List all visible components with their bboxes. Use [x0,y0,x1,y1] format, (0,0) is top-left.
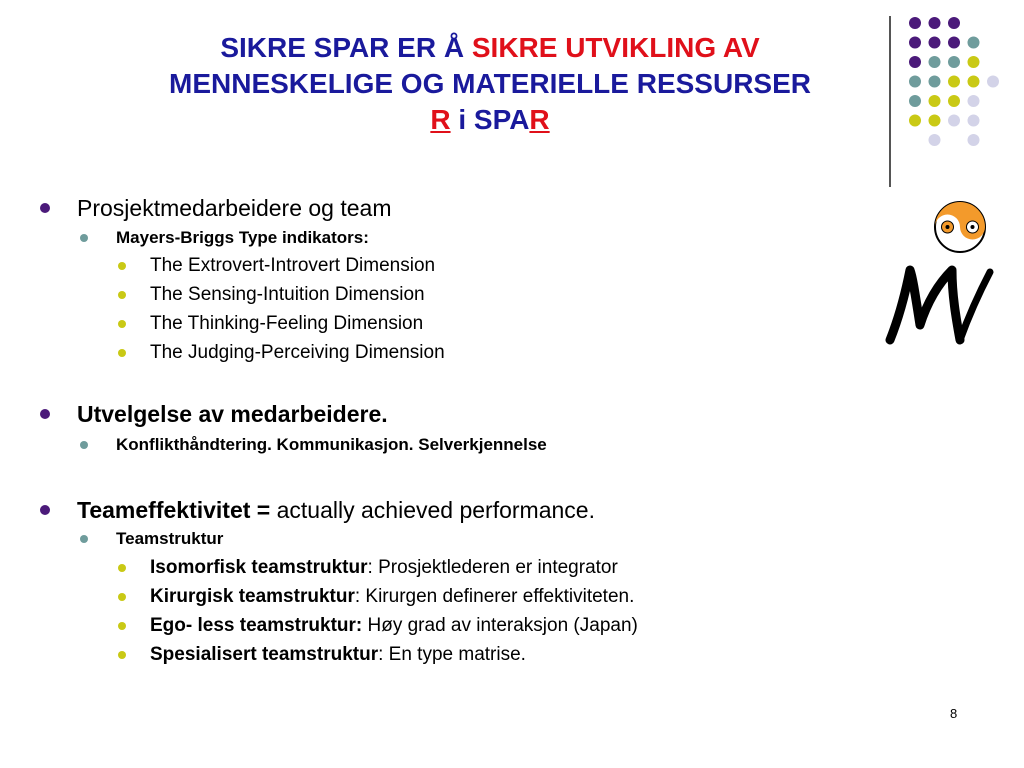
title-r-second: R [529,104,550,135]
bullet-dot [80,234,88,242]
item-rest: : En type matrise. [378,644,526,665]
title-r-first: R [430,104,451,135]
bullet-dot [118,622,126,630]
bullet-dot [118,320,126,328]
section-heading: Prosjektmedarbeidere og team [77,195,392,221]
bullet-dot [118,564,126,572]
list-item-text: The Sensing-Intuition Dimension [150,284,425,305]
bullet-dot [80,441,88,449]
item-bold: Kirurgisk teamstruktur [150,586,355,607]
bullet-dot [80,535,88,543]
item-rest: : Kirurgen definerer effektiviteten. [354,586,635,607]
bullet-dot [118,262,126,270]
bullet-dot [40,203,50,213]
title-line-2: MENNESKELIGE OG MATERIELLE RESSURSER [169,68,811,99]
section-heading [77,496,595,524]
title-part-1: SIKRE SPAR ER Å [220,32,472,63]
heading-rest: actually achieved performance. [276,497,595,523]
list-item-text: The Thinking-Feeling Dimension [150,313,424,334]
m-logo-icon [880,200,1000,350]
list-item-text [150,643,526,667]
item-bold: Isomorfisk teamstruktur [150,557,368,578]
item-rest: Høy grad av interaksjon (Japan) [362,615,638,636]
heading-bold-part: Teameffektivitet = [77,497,277,523]
bullet-dot [118,349,126,357]
title-part-2: SIKRE UTVIKLING AV [471,32,760,63]
page-number: 8 [950,706,958,721]
list-item-text [150,614,638,638]
section-heading: Utvelgelse av medarbeidere. [77,401,388,427]
title-spa: i SPA [450,104,530,135]
list-item-text [150,556,618,580]
bullet-dot [118,291,126,299]
bullet-dot [40,409,50,419]
bullet-dot [118,593,126,601]
item-bold: Spesialisert teamstruktur [150,644,379,665]
subheading: Teamstruktur [116,529,224,548]
bullet-dot [118,651,126,659]
list-item-text [150,585,634,609]
list-item-text: The Judging-Perceiving Dimension [150,342,445,363]
list-item-text: The Extrovert-Introvert Dimension [150,255,436,276]
bullet-dot [40,505,50,515]
subheading: Konflikthåndtering. Kommunikasjon. Selverkjennelse [116,435,547,454]
item-rest: : Prosjektlederen er integrator [367,557,618,578]
subheading: Mayers-Briggs Type indikators: [116,228,369,247]
item-bold: Ego- less teamstruktur: [150,615,363,636]
